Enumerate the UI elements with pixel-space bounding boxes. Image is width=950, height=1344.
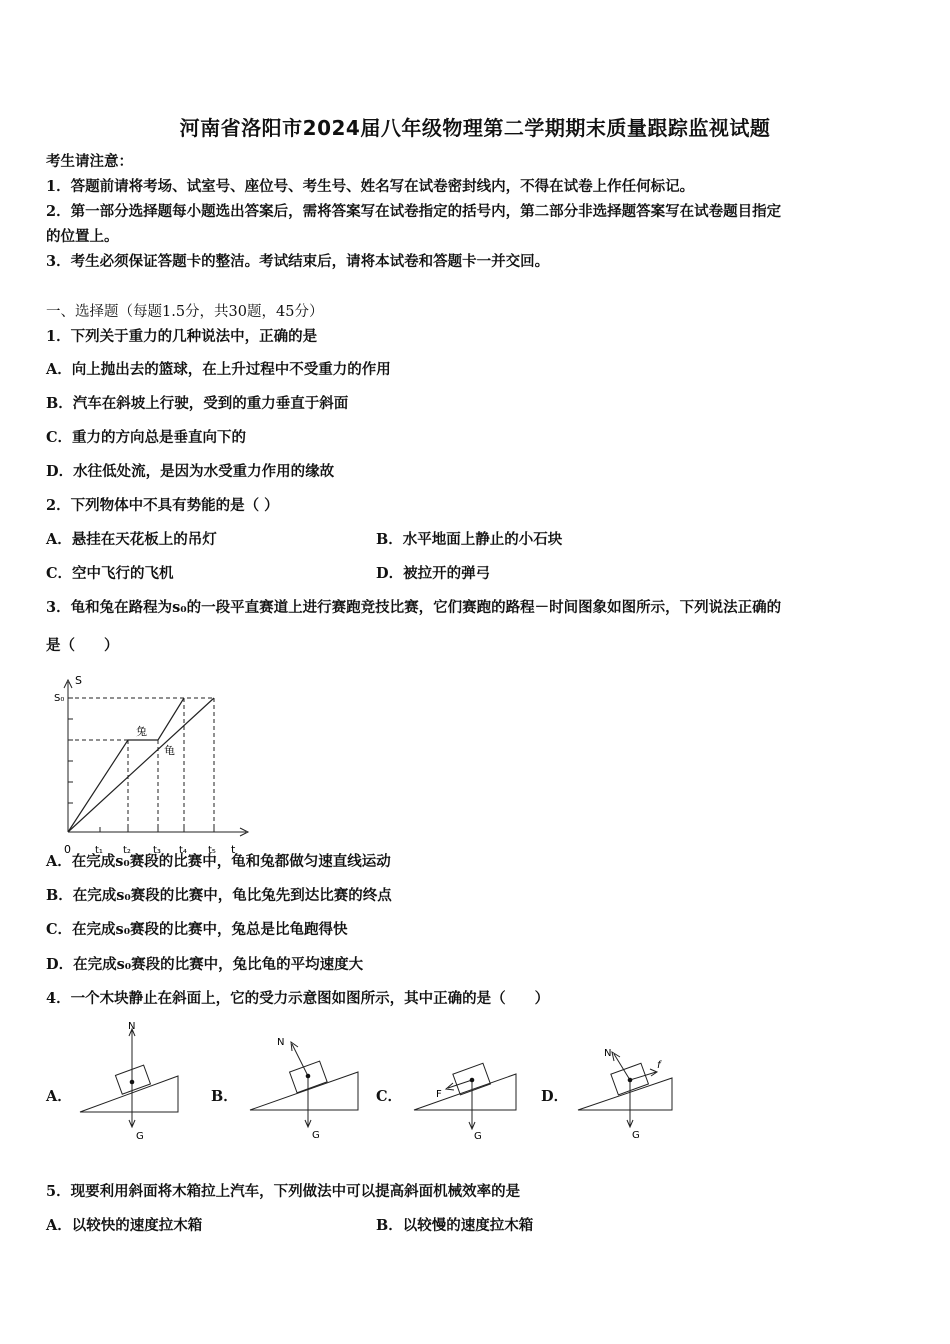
- q2-option-d: D．被拉开的弹弓: [376, 565, 491, 582]
- notice-item-2: 2．第一部分选择题每小题选出答案后，需将答案写在试卷指定的括号内，第二部分非选择题答案写在试卷题目指定: [46, 203, 782, 220]
- notice-item-1: 1．答题前请将考场、试室号、座位号、考生号、姓名写在试卷密封线内，不得在试卷上作任何标记。: [46, 178, 695, 195]
- force-n-label: N: [604, 1048, 612, 1059]
- q3-st-graph: [48, 668, 258, 838]
- notice-heading: 考生请注意：: [46, 153, 133, 170]
- force-g-label: G: [474, 1131, 482, 1142]
- q5-option-a: A．以较快的速度拉木箱: [46, 1217, 203, 1234]
- q4-label-a: A．: [46, 1088, 72, 1105]
- notice-item-2-cont: 的位置上。: [46, 228, 119, 245]
- incline: [80, 1076, 178, 1112]
- y-mark-s0: S₀: [54, 693, 65, 704]
- x-axis-label: t: [231, 843, 236, 856]
- q1-option-a: A．向上抛出去的篮球，在上升过程中不受重力的作用: [46, 361, 391, 378]
- block: [115, 1065, 150, 1094]
- q4-label-b: B．: [211, 1088, 238, 1105]
- q2-option-b: B．水平地面上静止的小石块: [376, 531, 563, 548]
- q3-stem: 3．龟和兔在路程为s₀的一段平直赛道上进行赛跑竞技比赛，它们赛跑的路程－时间图象如图所示，下列说法正确的: [46, 599, 782, 616]
- q4-figure-b: [246, 1030, 362, 1144]
- tick-t1: t₁: [95, 845, 103, 856]
- q3-option-d: D．在完成s₀赛段的比赛中，兔比龟的平均速度大: [46, 956, 364, 973]
- q1-stem: 1．下列关于重力的几种说法中，正确的是: [46, 328, 318, 345]
- q1-option-c: C．重力的方向总是垂直向下的: [46, 429, 247, 446]
- incline: [414, 1074, 516, 1110]
- force-f-label: F: [436, 1089, 442, 1100]
- q3-option-b: B．在完成s₀赛段的比赛中，龟比兔先到达比赛的终点: [46, 887, 392, 904]
- turtle-line: [68, 698, 214, 832]
- tick-t2: t₂: [123, 845, 131, 856]
- q4-stem: 4．一个木块静止在斜面上，它的受力示意图如图所示，其中正确的是（ ）: [46, 990, 550, 1007]
- q4-label-c: C．: [376, 1088, 403, 1105]
- incline: [250, 1072, 358, 1110]
- q4-figure-a: [78, 1020, 182, 1144]
- force-n-label: N: [128, 1021, 136, 1032]
- q5-option-b: B．以较慢的速度拉木箱: [376, 1217, 534, 1234]
- tick-t5: t₅: [208, 845, 216, 856]
- section-heading: 一、选择题（每题1.5分，共30题，45分）: [46, 304, 324, 320]
- q2-option-a: A．悬挂在天花板上的吊灯: [46, 531, 217, 548]
- q2-option-c: C．空中飞行的飞机: [46, 565, 174, 582]
- q2-stem: 2．下列物体中不具有势能的是（ ）: [46, 497, 279, 514]
- force-f-label: f: [657, 1060, 661, 1071]
- origin-label: 0: [64, 843, 71, 856]
- force-g-label: G: [136, 1131, 144, 1142]
- q4-figure-d: [574, 1040, 678, 1144]
- rabbit-line: [68, 698, 184, 832]
- q5-stem: 5．现要利用斜面将木箱拉上汽车，下列做法中可以提高斜面机械效率的是: [46, 1183, 521, 1200]
- q1-option-d: D．水往低处流，是因为水受重力作用的缘故: [46, 463, 335, 480]
- notice-item-3: 3．考生必须保证答题卡的整洁。考试结束后，请将本试卷和答题卡一并交回。: [46, 253, 550, 270]
- rabbit-label: 兔: [136, 725, 147, 738]
- turtle-label: 龟: [164, 744, 175, 757]
- q3-option-a: A．在完成s₀赛段的比赛中，龟和兔都做匀速直线运动: [46, 853, 391, 870]
- page-title: 河南省洛阳市2024届八年级物理第二学期期末质量跟踪监视试题: [179, 116, 771, 140]
- q4-figure-c: [410, 1050, 522, 1144]
- q3-option-c: C．在完成s₀赛段的比赛中，兔总是比龟跑得快: [46, 921, 348, 938]
- y-axis-label: S: [75, 674, 82, 687]
- force-g-label: G: [632, 1130, 640, 1141]
- q3-stem-cont: 是（ ）: [46, 637, 119, 654]
- incline: [578, 1078, 672, 1110]
- tick-t3: t₃: [153, 845, 161, 856]
- force-g-label: G: [312, 1130, 320, 1141]
- tick-t4: t₄: [179, 845, 187, 856]
- q1-option-b: B．汽车在斜坡上行驶，受到的重力垂直于斜面: [46, 395, 349, 412]
- force-n-label: N: [277, 1037, 285, 1048]
- q4-label-d: D．: [541, 1088, 569, 1105]
